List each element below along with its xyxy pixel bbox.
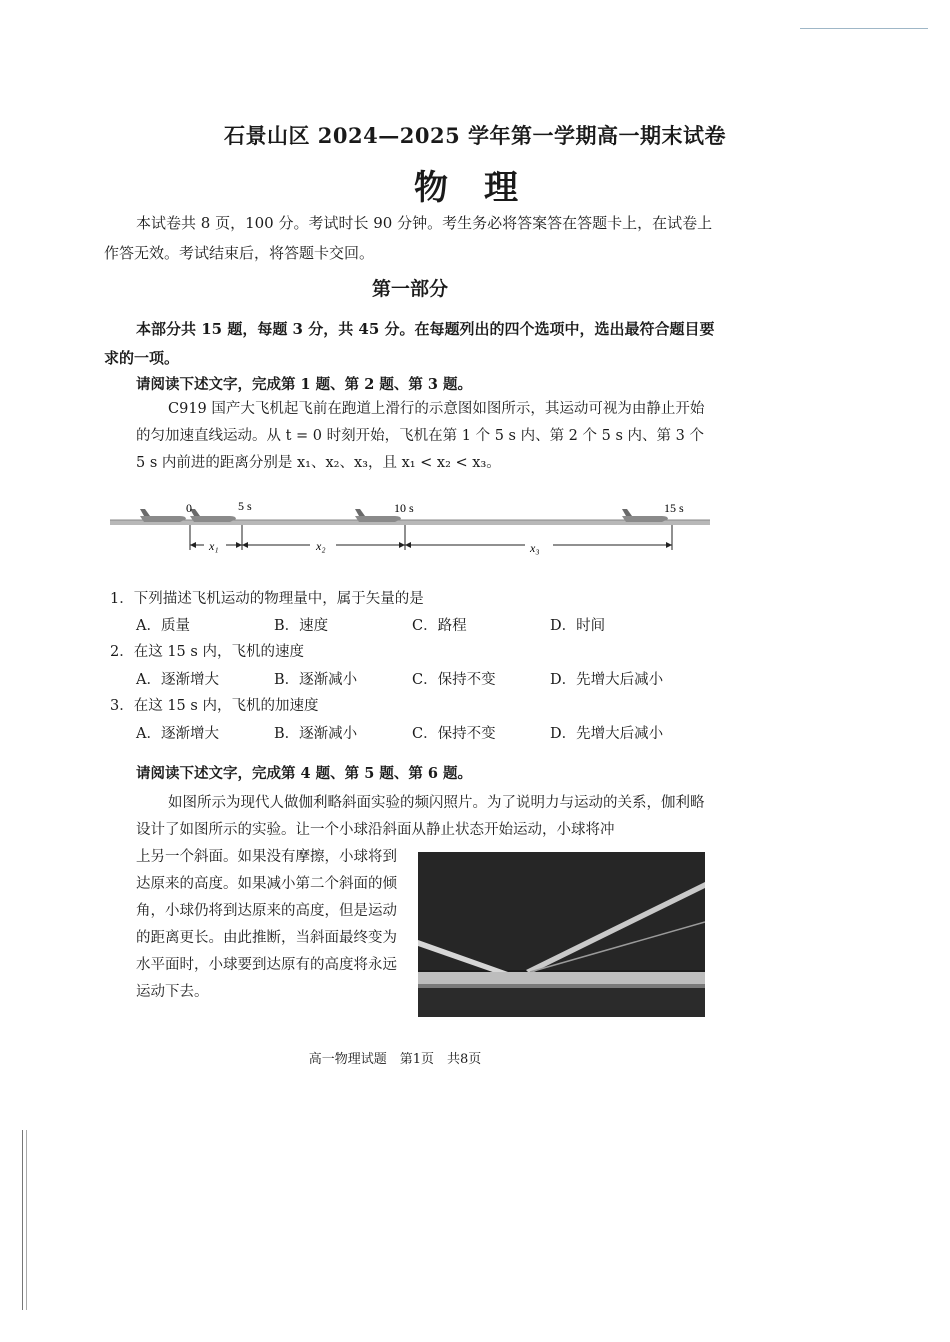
option-b: B．逐渐减小 [274, 726, 358, 742]
option-b: B．速度 [274, 618, 329, 634]
time-label: 5 s [238, 499, 252, 513]
distance-label: x₂ [316, 539, 326, 553]
time-label: 0 [186, 501, 192, 515]
group2-instruction: 请阅读下述文字，完成第 4 题、第 5 题、第 6 题。 [136, 765, 473, 782]
option-d: D．时间 [550, 618, 606, 634]
time-label: 10 s [394, 501, 414, 515]
option-a: A．质量 [136, 618, 190, 634]
exam-intro: 本试卷共 8 页，100 分。考试时长 90 分钟。考生务必将答案答在答题卡上，在试卷上作答无效。考试结束后，将答题卡交回。 [104, 214, 713, 262]
option-d: D．先增大后减小 [550, 726, 664, 742]
subject-title: 物理 [414, 168, 554, 208]
distance-label: x₁ [209, 539, 219, 553]
galileo-incline-photo [418, 852, 705, 1017]
question-stem: 3．在这 15 s 内，飞机的加速度 [110, 698, 319, 714]
option-b: B．逐渐减小 [274, 672, 358, 688]
exam-title: 石景山区 2024—2025 学年第一学期高一期末试卷 [223, 123, 726, 148]
distance-label: x₃ [530, 541, 540, 555]
plane-icon [140, 509, 186, 522]
scan-edge-left-2 [26, 1130, 27, 1310]
scan-edge-top [800, 28, 928, 29]
question-stem: 2．在这 15 s 内，飞机的速度 [110, 644, 304, 660]
question-stem: 1．下列描述飞机运动的物理量中，属于矢量的是 [110, 591, 424, 607]
option-c: C．保持不变 [412, 726, 496, 742]
option-a: A．逐渐增大 [136, 672, 219, 688]
group2-passage-wrap: 上另一个斜面。如果没有摩擦，小球将到达原来的高度。如果减小第二个斜面的倾角，小球仍将到达原来的高度，但是运动的距离更长。由此推断，当斜面最终变为水平面时，小球要到达原有的高度将永远运动下去。 [136, 849, 397, 1000]
group1-instruction: 请阅读下述文字，完成第 1 题、第 2 题、第 3 题。 [136, 376, 473, 393]
page-footer: 高一物理试题 第1页 共8页 [308, 1052, 482, 1067]
option-c: C．保持不变 [412, 672, 496, 688]
part-description: 本部分共 15 题，每题 3 分，共 45 分。在每题列出的四个选项中，选出最符合题目要求的一项。 [104, 320, 715, 367]
group2-passage: 如图所示为现代人做伽利略斜面实验的频闪照片。为了说明力与运动的关系，伽利略设计了如图所示的实验。让一个小球沿斜面从静止状态开始运动，小球将冲 [136, 795, 705, 838]
option-d: D．先增大后减小 [550, 672, 664, 688]
time-label: 15 s [664, 501, 684, 515]
option-c: C．路程 [412, 618, 467, 634]
runway-diagram [110, 492, 710, 562]
plane-icon [190, 509, 236, 522]
scan-edge-left [22, 1130, 23, 1310]
part-title: 第一部分 [371, 278, 448, 300]
option-a: A．逐渐增大 [136, 726, 219, 742]
group1-passage: C919 国产大飞机起飞前在跑道上滑行的示意图如图所示，其运动可视为由静止开始的匀加速直线运动。从 t = 0 时刻开始，飞机在第 1 个 5 s 内、第 2 个 5 s 内、第 3 个 5 s 内前进的距离分别是 x₁、x₂、x₃，且 x₁ < x₂ < x₃。 [136, 401, 705, 471]
plane-icon [622, 509, 668, 522]
